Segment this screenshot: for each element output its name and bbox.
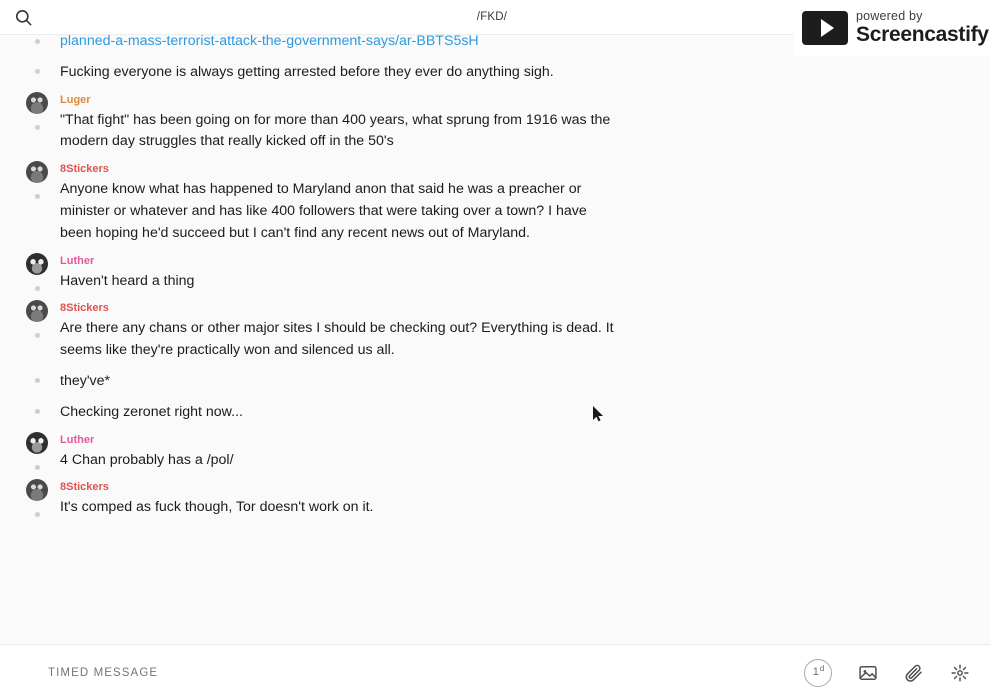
message-bullet xyxy=(35,378,40,383)
message-item xyxy=(0,88,990,156)
message-gutter xyxy=(14,366,60,383)
message-author: 8Stickers xyxy=(60,481,109,494)
play-icon xyxy=(802,11,848,45)
message-text: 4 Chan probably has a /pol/ xyxy=(60,451,234,468)
message-gutter xyxy=(14,249,60,291)
message-text: Are there any chans or other major sites I should be checking out? Everything is dead. It seems like they're practically won and silenced us all. xyxy=(60,320,614,359)
image-icon[interactable] xyxy=(858,663,878,683)
powered-by-label: powered by xyxy=(856,9,923,24)
timer-unit: d xyxy=(819,663,825,673)
message-content xyxy=(60,249,976,295)
message-author: 8Stickers xyxy=(60,302,109,315)
message-bullet xyxy=(35,465,40,470)
message-content xyxy=(60,475,976,521)
screencastify-text xyxy=(856,10,989,45)
message-content xyxy=(60,397,976,426)
message-item xyxy=(0,249,990,295)
message-gutter xyxy=(14,157,60,199)
message-content xyxy=(60,88,976,156)
message-author: Luger xyxy=(60,93,91,106)
message-bullet xyxy=(35,69,40,74)
message-bullet xyxy=(35,512,40,517)
screencastify-overlay xyxy=(794,0,990,56)
composer-actions xyxy=(804,659,976,687)
message-text: "That fight" has been going on for more than 400 years, what sprung from 1916 was the modern day struggles that really kicked off in the 50's xyxy=(60,111,611,150)
timed-message-button[interactable] xyxy=(804,659,832,687)
message-content xyxy=(60,296,976,364)
message-gutter xyxy=(14,37,60,44)
avatar[interactable] xyxy=(26,300,48,322)
message-content xyxy=(60,157,976,246)
avatar[interactable] xyxy=(26,92,48,114)
message-text: Fucking everyone is always getting arrested before they ever do anything sigh. xyxy=(60,63,554,80)
message-gutter xyxy=(14,57,60,74)
message-bullet xyxy=(35,194,40,199)
message-item xyxy=(0,475,990,521)
screencastify-brand: Screencastify xyxy=(856,22,989,46)
message-gutter xyxy=(14,428,60,470)
message-bullet xyxy=(35,333,40,338)
message-item xyxy=(0,157,990,246)
message-item xyxy=(0,296,990,364)
page-title: /FKD/ xyxy=(476,11,508,23)
message-text: It's comped as fuck though, Tor doesn't work on it. xyxy=(60,499,374,516)
header-left xyxy=(0,8,46,27)
paperclip-icon[interactable] xyxy=(904,663,924,683)
message-bullet xyxy=(35,286,40,291)
message-author: Luther xyxy=(60,433,95,446)
message-content xyxy=(60,57,976,86)
message-link[interactable]: planned-a-mass-terrorist-attack-the-government-says/ar-BBTS5sH xyxy=(60,35,479,49)
message-text: Checking zeronet right now... xyxy=(60,403,243,420)
message-author: Luther xyxy=(60,254,95,267)
message-content xyxy=(60,366,976,395)
message-gutter xyxy=(14,397,60,414)
avatar[interactable] xyxy=(26,479,48,501)
timer-value: 1 xyxy=(812,665,819,678)
message-item xyxy=(0,366,990,395)
message-text: Anyone know what has happened to Maryland anon that said he was a preacher or minister or whatever and has like 400 followers that were taking over a town? I have been hoping he'd succeed but I can't find any recent news out of Maryland. xyxy=(60,181,587,241)
message-text: Haven't heard a thing xyxy=(60,272,195,289)
message-bullet xyxy=(35,39,40,44)
message-gutter xyxy=(14,296,60,338)
message-input[interactable] xyxy=(46,666,804,680)
sparkle-icon[interactable] xyxy=(950,663,970,683)
avatar[interactable] xyxy=(26,253,48,275)
search-icon[interactable] xyxy=(14,8,33,27)
message-list[interactable] xyxy=(0,35,990,644)
message-author: 8Stickers xyxy=(60,163,109,176)
avatar[interactable] xyxy=(26,432,48,454)
avatar[interactable] xyxy=(26,161,48,183)
message-item xyxy=(0,428,990,474)
message-bullet xyxy=(35,409,40,414)
message-item xyxy=(0,397,990,426)
message-content xyxy=(60,428,976,474)
message-text: they've* xyxy=(60,372,111,389)
message-composer xyxy=(0,644,990,700)
message-bullet xyxy=(35,125,40,130)
message-gutter xyxy=(14,475,60,517)
message-text xyxy=(60,35,620,53)
message-item xyxy=(0,57,990,86)
message-gutter xyxy=(14,88,60,130)
